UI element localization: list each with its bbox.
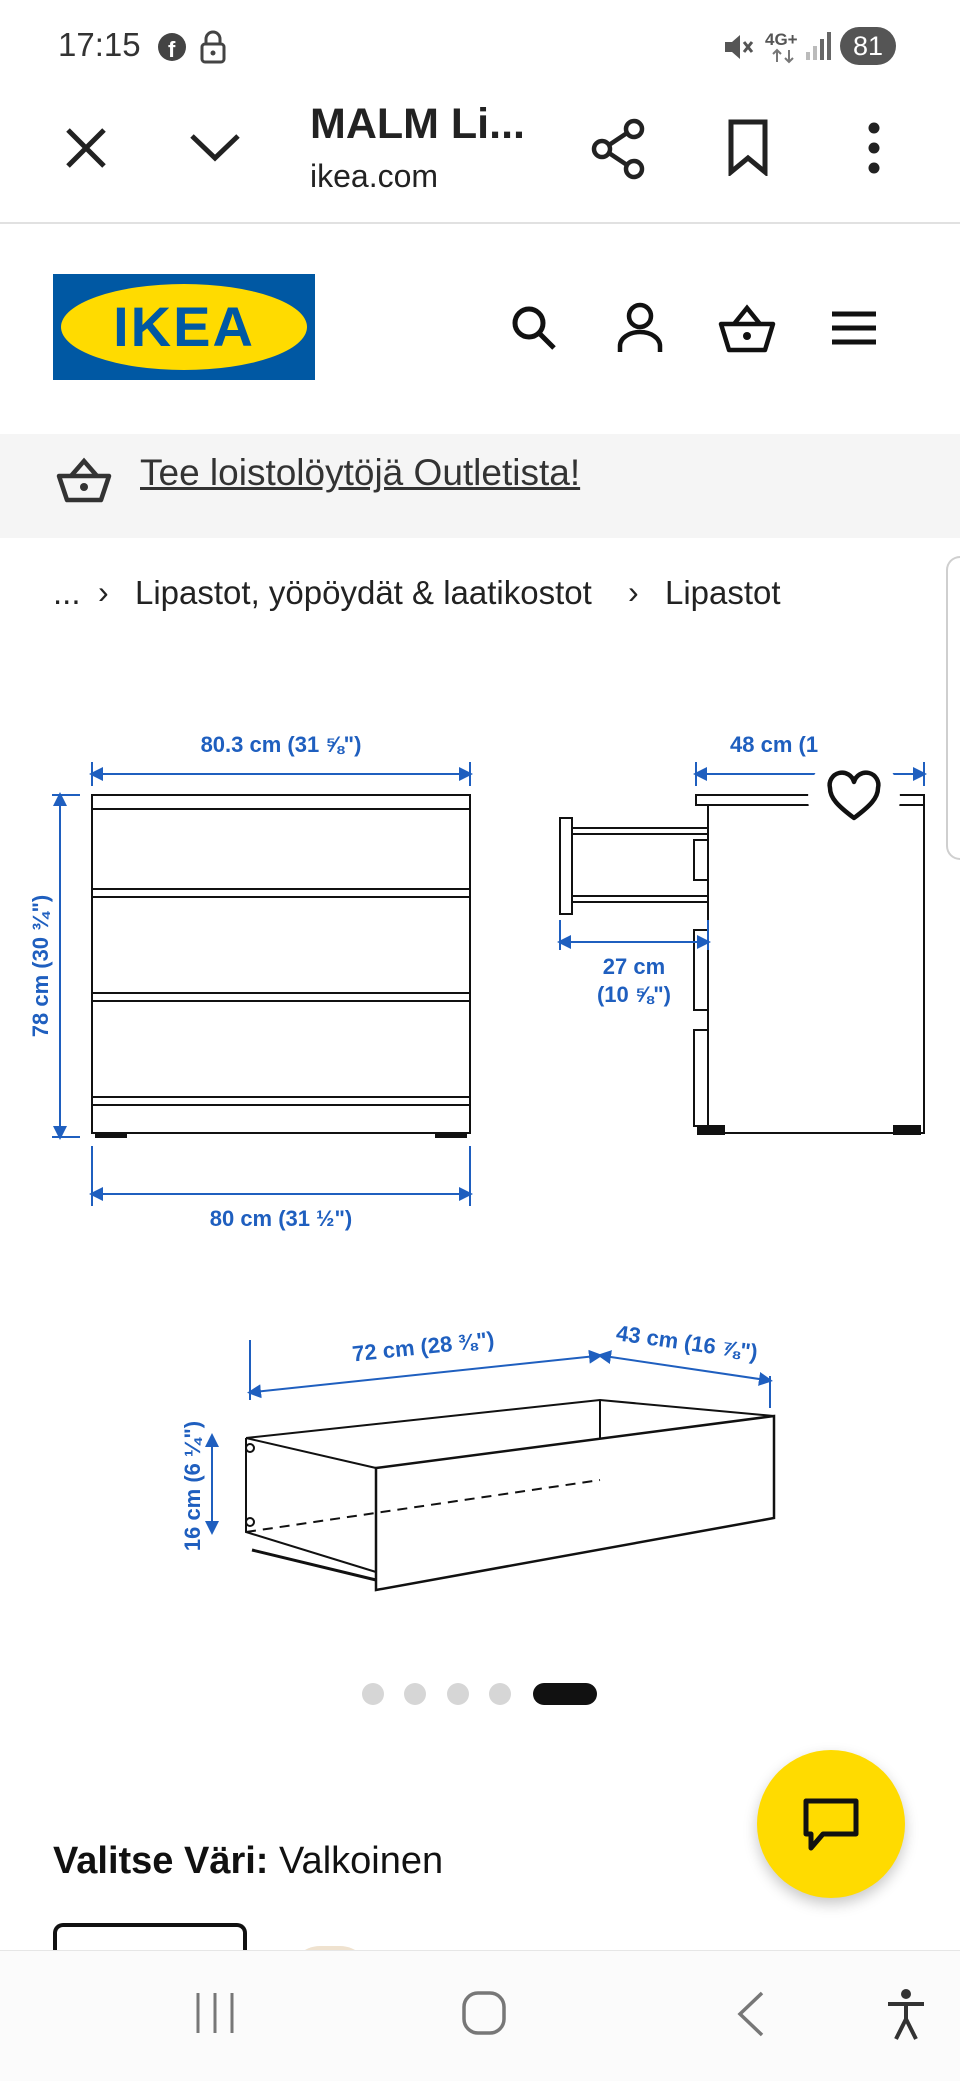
carousel-dot[interactable] <box>404 1683 426 1705</box>
height-label: 78 cm (30 ¾") <box>28 894 53 1038</box>
chat-icon <box>801 1796 861 1854</box>
color-selector-label <box>53 1840 443 1883</box>
ikea-logo-mark <box>53 274 315 380</box>
width-bottom-label: 80 cm (31 ½") <box>209 1206 353 1231</box>
cart-icon[interactable] <box>718 302 776 354</box>
accessibility-icon[interactable] <box>884 1987 928 2041</box>
depth-label: 48 cm (1 <box>730 732 819 757</box>
lock-icon <box>200 30 226 64</box>
battery-indicator: 81 <box>840 27 896 65</box>
carousel-dot[interactable] <box>362 1683 384 1705</box>
drawer-extension-label: 27 cm <box>602 954 666 979</box>
drawer-height-label: 16 cm (6 ¼") <box>180 1420 205 1552</box>
facebook-icon <box>157 32 187 62</box>
outlet-link[interactable]: Tee loistolöytöjä Outletista! <box>140 452 581 493</box>
carousel-dot-active[interactable] <box>533 1683 597 1705</box>
ikea-logo[interactable] <box>53 274 315 380</box>
drawer-extension-label-imperial: (10 ⅝") <box>596 982 672 1007</box>
recent-apps-icon[interactable] <box>192 1991 238 2035</box>
home-icon[interactable] <box>460 1989 508 2037</box>
breadcrumb-item[interactable]: Lipastot, yöpöydät & laatikostot <box>135 574 592 611</box>
drawer-dimension-lines <box>212 1340 770 1528</box>
color-label-prefix: Valitse Väri: <box>53 1840 269 1882</box>
status-bar <box>0 0 960 88</box>
system-navigation-bar <box>0 1950 960 2081</box>
logo-text: IKEA <box>113 295 255 358</box>
front-dimension-lines <box>52 762 470 1206</box>
close-icon[interactable] <box>62 124 110 172</box>
heart-icon <box>808 752 900 844</box>
more-icon[interactable] <box>866 120 882 176</box>
back-icon[interactable] <box>734 1989 768 2039</box>
favorite-button[interactable] <box>808 752 900 844</box>
svg-text:f: f <box>168 37 176 62</box>
drawer-view <box>246 1400 774 1590</box>
search-icon[interactable] <box>510 304 558 352</box>
carousel-dot[interactable] <box>447 1683 469 1705</box>
carousel-dot[interactable] <box>489 1683 511 1705</box>
breadcrumb-item[interactable]: ... <box>53 574 81 611</box>
page-url[interactable]: ikea.com <box>310 158 439 194</box>
basket-icon <box>56 456 112 506</box>
bookmark-icon[interactable] <box>726 118 770 176</box>
network-type: 4G+ <box>765 30 798 49</box>
mute-icon <box>722 32 754 62</box>
front-view <box>92 795 470 1137</box>
chat-button[interactable] <box>757 1750 905 1898</box>
menu-icon[interactable] <box>830 310 878 346</box>
page-title[interactable]: MALM Li... <box>310 100 525 148</box>
breadcrumb-item[interactable]: Lipastot <box>665 574 781 611</box>
signal-icon <box>804 30 834 62</box>
clock: 17:15 <box>58 26 141 63</box>
drawer-width-label: 72 cm (28 ⅜") <box>351 1326 496 1367</box>
width-top-label: 80.3 cm (31 ⅝") <box>200 732 362 757</box>
chevron-down-icon[interactable] <box>188 130 242 164</box>
data-arrows-icon <box>770 48 796 64</box>
share-icon[interactable] <box>590 118 648 180</box>
selected-color: Valkoinen <box>279 1840 444 1882</box>
breadcrumb-chevron-icon: › <box>628 574 639 610</box>
drawer-depth-label: 43 cm (16 ⅞") <box>614 1320 760 1365</box>
account-icon[interactable] <box>616 302 664 354</box>
breadcrumb-chevron-icon: › <box>98 574 109 610</box>
